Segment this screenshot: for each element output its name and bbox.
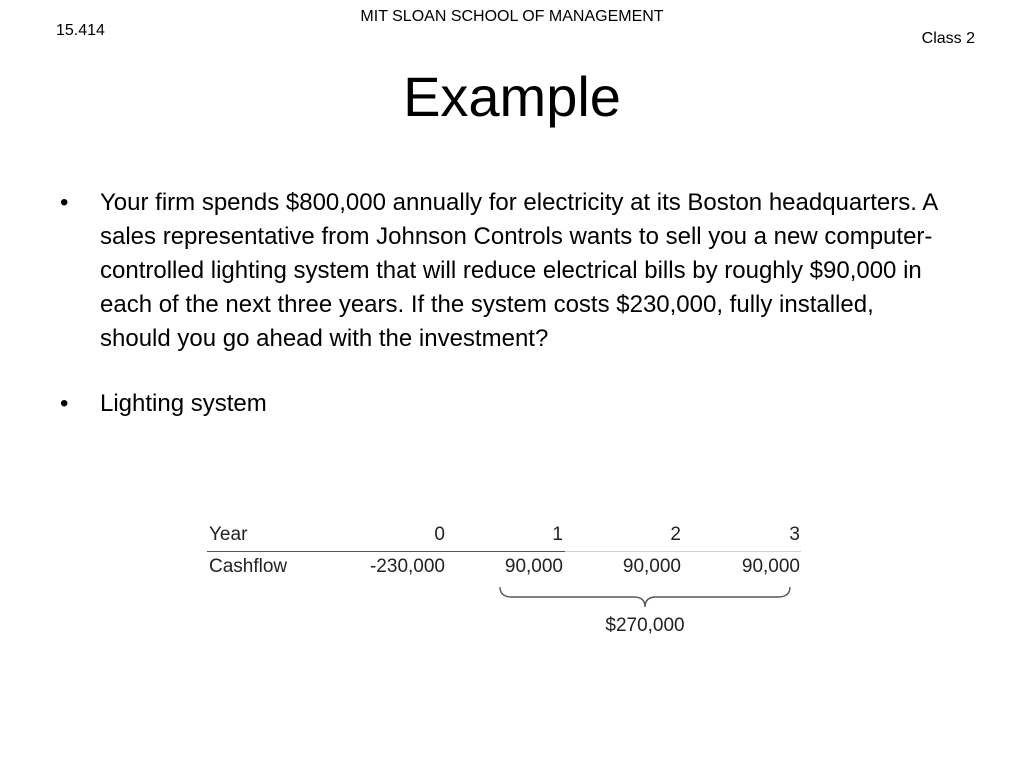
table-cell: 90,000 <box>622 556 681 577</box>
table-header-row <box>207 519 801 551</box>
header-class-number: Class 2 <box>921 30 975 47</box>
bullet-item <box>58 186 958 356</box>
table-header-year: 0 <box>434 524 445 545</box>
table-row <box>207 551 801 583</box>
header-school: MIT SLOAN SCHOOL OF MANAGEMENT <box>360 8 664 25</box>
table-cell: 90,000 <box>741 556 800 577</box>
header-course-number: 15.414 <box>56 22 105 39</box>
table-header-year: 2 <box>670 524 681 545</box>
table-cell: 90,000 <box>504 556 563 577</box>
bullet-mark: • <box>60 390 69 417</box>
cashflow-table <box>207 519 801 583</box>
table-header-year: 1 <box>552 524 563 545</box>
bullet-mark: • <box>60 189 69 216</box>
bullet-text: Your firm spends $800,000 annually for electricity at its Boston headquarters. A sales representative from Johnson Controls wants to sell you a new computer-controlled lighting system that will reduce electrical bills by roughly $90,000 in each of the next three years. If the system costs $230,000, fully installed, should you go ahead with the investment? <box>100 189 937 352</box>
bullet-text: Lighting system <box>100 390 267 417</box>
curly-brace <box>498 585 792 611</box>
brace-total: $270,000 <box>605 615 685 636</box>
bullet-item <box>58 387 958 421</box>
bullet-list <box>58 186 958 452</box>
table-row-label: Cashflow <box>209 556 288 577</box>
table-header-year: 3 <box>789 524 800 545</box>
slide-title: Example <box>403 65 621 128</box>
table-header-label: Year <box>209 524 248 545</box>
table-cell: -230,000 <box>369 556 445 577</box>
